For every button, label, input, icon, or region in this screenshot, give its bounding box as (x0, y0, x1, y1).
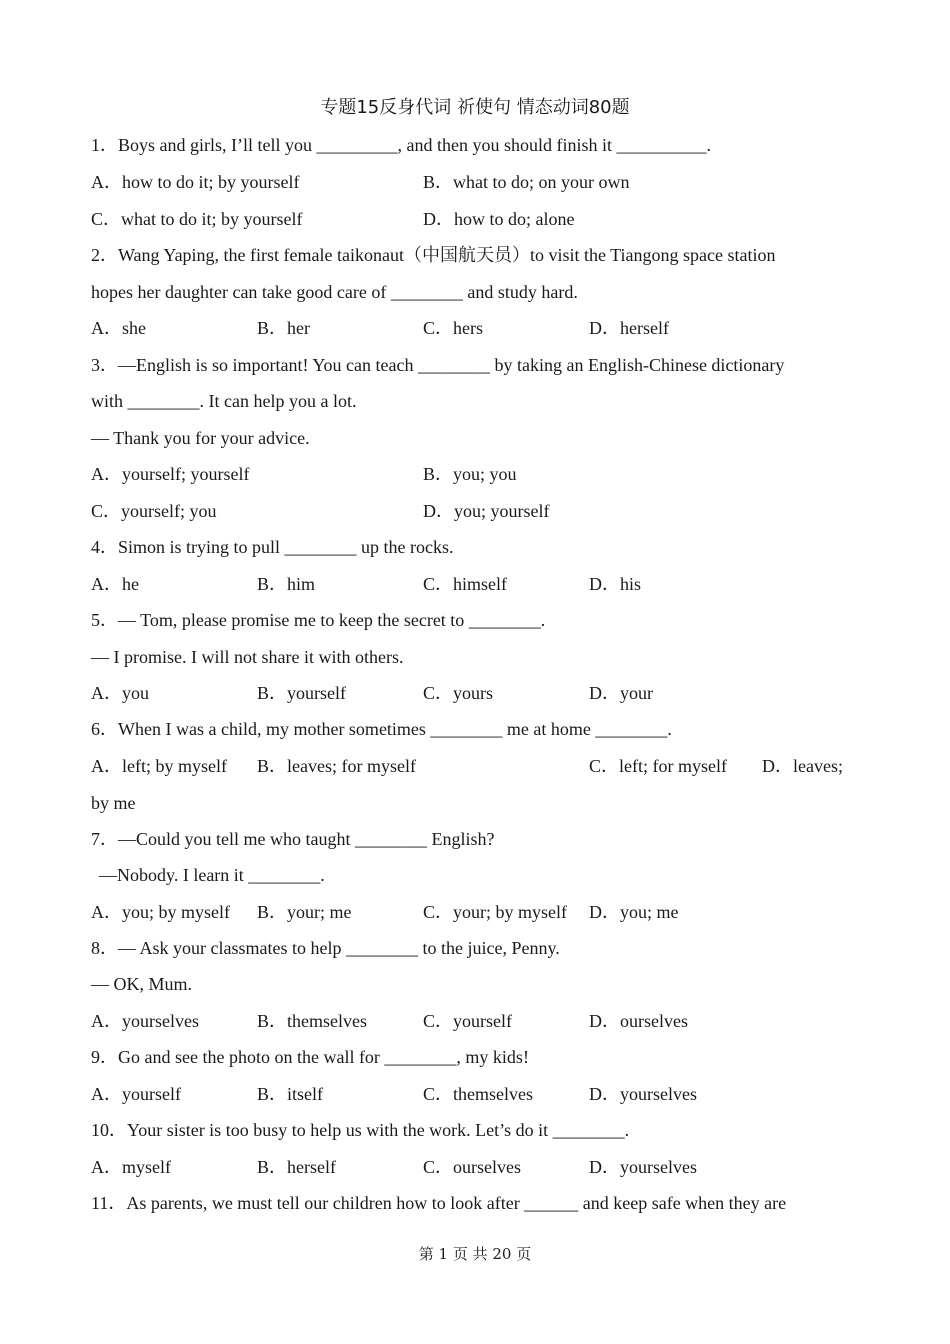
question-10-option-a: A．myself (91, 1157, 171, 1177)
question-10-option-b: B．herself (257, 1157, 336, 1177)
question-5-option-c: C．yours (423, 683, 494, 703)
question-1-stem: 1．Boys and girls, I’ll tell you _________, and then you should finish it __________. (91, 135, 711, 155)
question-8-option-b: B．themselves (257, 1011, 367, 1031)
question-8-option-d: D．ourselves (589, 1011, 688, 1031)
question-1-option-c: C．what to do it; by yourself (91, 209, 303, 229)
question-3-option-a: A．yourself; yourself (91, 464, 250, 484)
question-7-option-d: D．you; me (589, 902, 679, 922)
question-10-stem: 10．Your sister is too busy to help us with the work. Let’s do it ________. (91, 1120, 630, 1140)
question-2-option-b: B．her (257, 318, 310, 338)
question-11-stem: 11．As parents, we must tell our children how to look after ______ and keep safe when they are (91, 1193, 787, 1213)
question-4-option-c: C．himself (423, 574, 507, 594)
question-5-option-d: D．your (589, 683, 653, 703)
question-5-option-b: B．yourself (257, 683, 346, 703)
question-10-option-d: D．yourselves (589, 1157, 697, 1177)
question-2-option-d: D．herself (589, 318, 669, 338)
question-5-reply: — I promise. I will not share it with others. (91, 647, 404, 667)
question-4-stem: 4．Simon is trying to pull ________ up the rocks. (91, 537, 454, 557)
question-9-option-c: C．themselves (423, 1084, 533, 1104)
page-footer: 第 1 页 共 20 页 (418, 1245, 532, 1263)
question-9-stem: 9．Go and see the photo on the wall for ________, my kids! (91, 1047, 529, 1067)
question-9-option-d: D．yourselves (589, 1084, 697, 1104)
question-3-option-c: C．yourself; you (91, 501, 217, 521)
question-1-option-a: A．how to do it; by yourself (91, 172, 300, 192)
question-3-option-d: D．you; yourself (423, 501, 550, 521)
question-9-option-b: B．itself (257, 1084, 323, 1104)
question-3-reply: — Thank you for your advice. (91, 428, 310, 448)
question-9-option-a: A．yourself (91, 1084, 181, 1104)
question-8-stem: 8．— Ask your classmates to help ________ to the juice, Penny. (91, 938, 560, 958)
question-7-option-b: B．your; me (257, 902, 352, 922)
question-8-option-c: C．yourself (423, 1011, 512, 1031)
question-3-stem-line-1: 3．—English is so important! You can teach ________ by taking an English-Chinese dictionary (91, 355, 785, 375)
question-8-option-a: A．yourselves (91, 1011, 199, 1031)
question-6-option-a: A．left; by myself (91, 756, 227, 776)
question-6-option-c: C．left; for myself (589, 756, 727, 776)
question-2-stem-line-1: 2．Wang Yaping, the first female taikonaut（中国航天员）to visit the Tiangong space station (91, 245, 776, 265)
question-10-option-c: C．ourselves (423, 1157, 521, 1177)
question-6-option-d-continued: by me (91, 793, 136, 813)
question-2-stem-line-2: hopes her daughter can take good care of ________ and study hard. (91, 282, 578, 302)
question-7-option-c: C．your; by myself (423, 902, 567, 922)
question-7-option-a: A．you; by myself (91, 902, 230, 922)
question-5-stem: 5．— Tom, please promise me to keep the secret to ________. (91, 610, 546, 630)
question-1-option-b: B．what to do; on your own (423, 172, 630, 192)
question-2-option-a: A．she (91, 318, 146, 338)
question-3-option-b: B．you; you (423, 464, 517, 484)
question-4-option-d: D．his (589, 574, 642, 594)
question-4-option-a: A．he (91, 574, 139, 594)
question-1-option-d: D．how to do; alone (423, 209, 575, 229)
question-7-stem: 7．—Could you tell me who taught ________ English? (91, 829, 495, 849)
question-8-reply: — OK, Mum. (91, 974, 193, 994)
question-5-option-a: A．you (91, 683, 149, 703)
question-4-option-b: B．him (257, 574, 316, 594)
question-3-stem-line-2: with ________. It can help you a lot. (91, 391, 357, 411)
question-7-reply: —Nobody. I learn it ________. (99, 865, 325, 885)
page-title: 专题15反身代词 祈使句 情态动词80题 (320, 97, 630, 118)
question-6-stem: 6．When I was a child, my mother sometimes ________ me at home ________. (91, 719, 672, 739)
question-2-option-c: C．hers (423, 318, 483, 338)
question-6-option-b: B．leaves; for myself (257, 756, 416, 776)
question-6-option-d: D．leaves; (762, 756, 843, 776)
